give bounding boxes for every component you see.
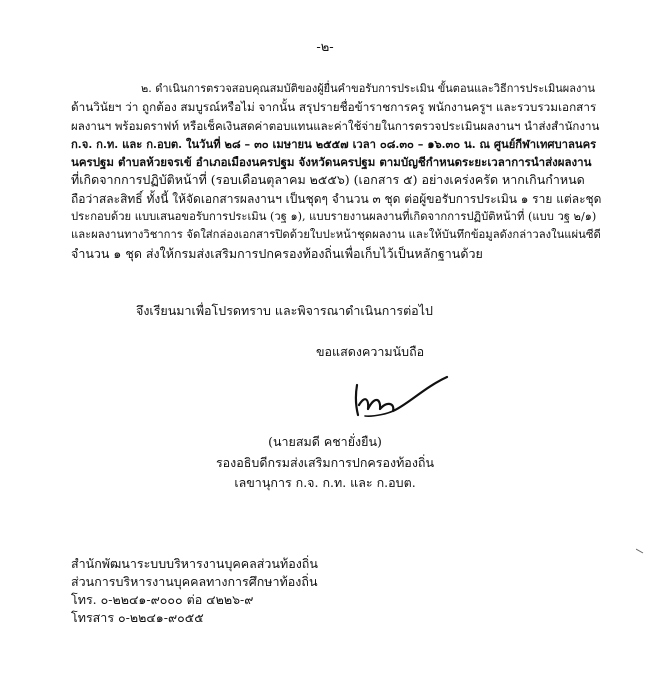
scan-mark xyxy=(636,548,644,554)
signer-role: เลขานุการ ก.จ. ก.ท. และ ก.อบต. xyxy=(234,475,416,490)
regards-line: ขอแสดงความนับถือ xyxy=(316,344,425,359)
body-paragraph xyxy=(71,80,601,263)
office-contact-block xyxy=(71,555,318,627)
body-line: ๒. ดำเนินการตรวจสอบคุณสมบัติของผู้ยื่นคำขอรับการประเมิน ขั้นตอนและวิธีการประเมินผลงาน xyxy=(141,82,596,95)
closing-sentence: จึงเรียนมาเพื่อโปรดทราบ และพิจารณาดำเนินการต่อไป xyxy=(136,303,433,318)
body-line: ถือว่าสละสิทธิ์ ทั้งนี้ ให้จัดเอกสารผลงานฯ เป็นชุดๆ จำนวน ๓ ชุด ต่อผู้ขอรับการประเมิน ๑ ราย แต่ละชุด xyxy=(71,191,602,206)
body-line: และผลงานทางวิชาการ จัดใส่กล่องเอกสารปิดด้วยใบปะหน้าชุดผลงาน และให้บันทึกข้อมูลดังกล่าวลงในแผ่นซีดี xyxy=(71,228,601,242)
handwritten-signature xyxy=(335,365,455,425)
body-line: ที่เกิดจากการปฏิบัติหน้าที่ (รอบเดือนตุลาคม ๒๕๕๖) (เอกสาร ๕) อย่างเคร่งครัด หากเกินกำหนด xyxy=(71,172,585,188)
body-line: ประกอบด้วย แบบเสนอขอรับการประเมิน (วฐ ๑), แบบรายงานผลงานที่เกิดจากการปฏิบัติหน้าที่ (แบบ วฐ ๒/๑) xyxy=(71,210,597,224)
office-fax: โทรสาร ๐-๒๒๔๑-๙๐๕๕ xyxy=(71,610,204,625)
body-line: ด้านวินัยฯ ว่า ถูกต้อง สมบูรณ์หรือไม่ จากนั้น สรุปรายชื่อข้าราชการครู พนักงานครูฯ และรวบรวมเอกสาร xyxy=(71,100,597,115)
body-line: ผลงานฯ พร้อมดราฟท์ หรือเช็คเงินสดค่าตอบแทนและค่าใช้จ่ายในการตรวจประเมินผลงานฯ นำส่งสำนักงาน xyxy=(71,118,600,133)
body-line: จำนวน ๑ ชุด ส่งให้กรมส่งเสริมการปกครองท้องถิ่นเพื่อเก็บไว้เป็นหลักฐานด้วย xyxy=(71,245,483,261)
body-line-bold: นครปฐม ตำบลห้วยจรเข้ อำเภอเมืองนครปฐม จังหวัดนครปฐม ตามบัญชีกำหนดระยะเวลาการนำส่งผลงาน xyxy=(71,155,592,170)
office-bureau: สำนักพัฒนาระบบบริหารงานบุคคลส่วนท้องถิ่น xyxy=(71,556,318,571)
body-line-bold: ก.จ. ก.ท. และ ก.อบต. ในวันที่ ๒๘ – ๓๐ เมษายน ๒๕๕๗ เวลา ๐๘.๓๐ – ๑๖.๓๐ น. ณ ศูนย์กีฬาเทศบาลนคร xyxy=(71,136,597,151)
signer-position: รองอธิบดีกรมส่งเสริมการปกครองท้องถิ่น xyxy=(215,455,435,470)
signer-name: (นายสมดี คชายั่งยืน) xyxy=(268,434,382,449)
page-number: -๒- xyxy=(316,40,334,55)
office-phone: โทร. ๐-๒๒๔๑-๙๐๐๐ ต่อ ๔๒๒๖-๙ xyxy=(71,592,254,607)
office-division: ส่วนการบริหารงานบุคคลทางการศึกษาท้องถิ่น xyxy=(71,574,318,589)
